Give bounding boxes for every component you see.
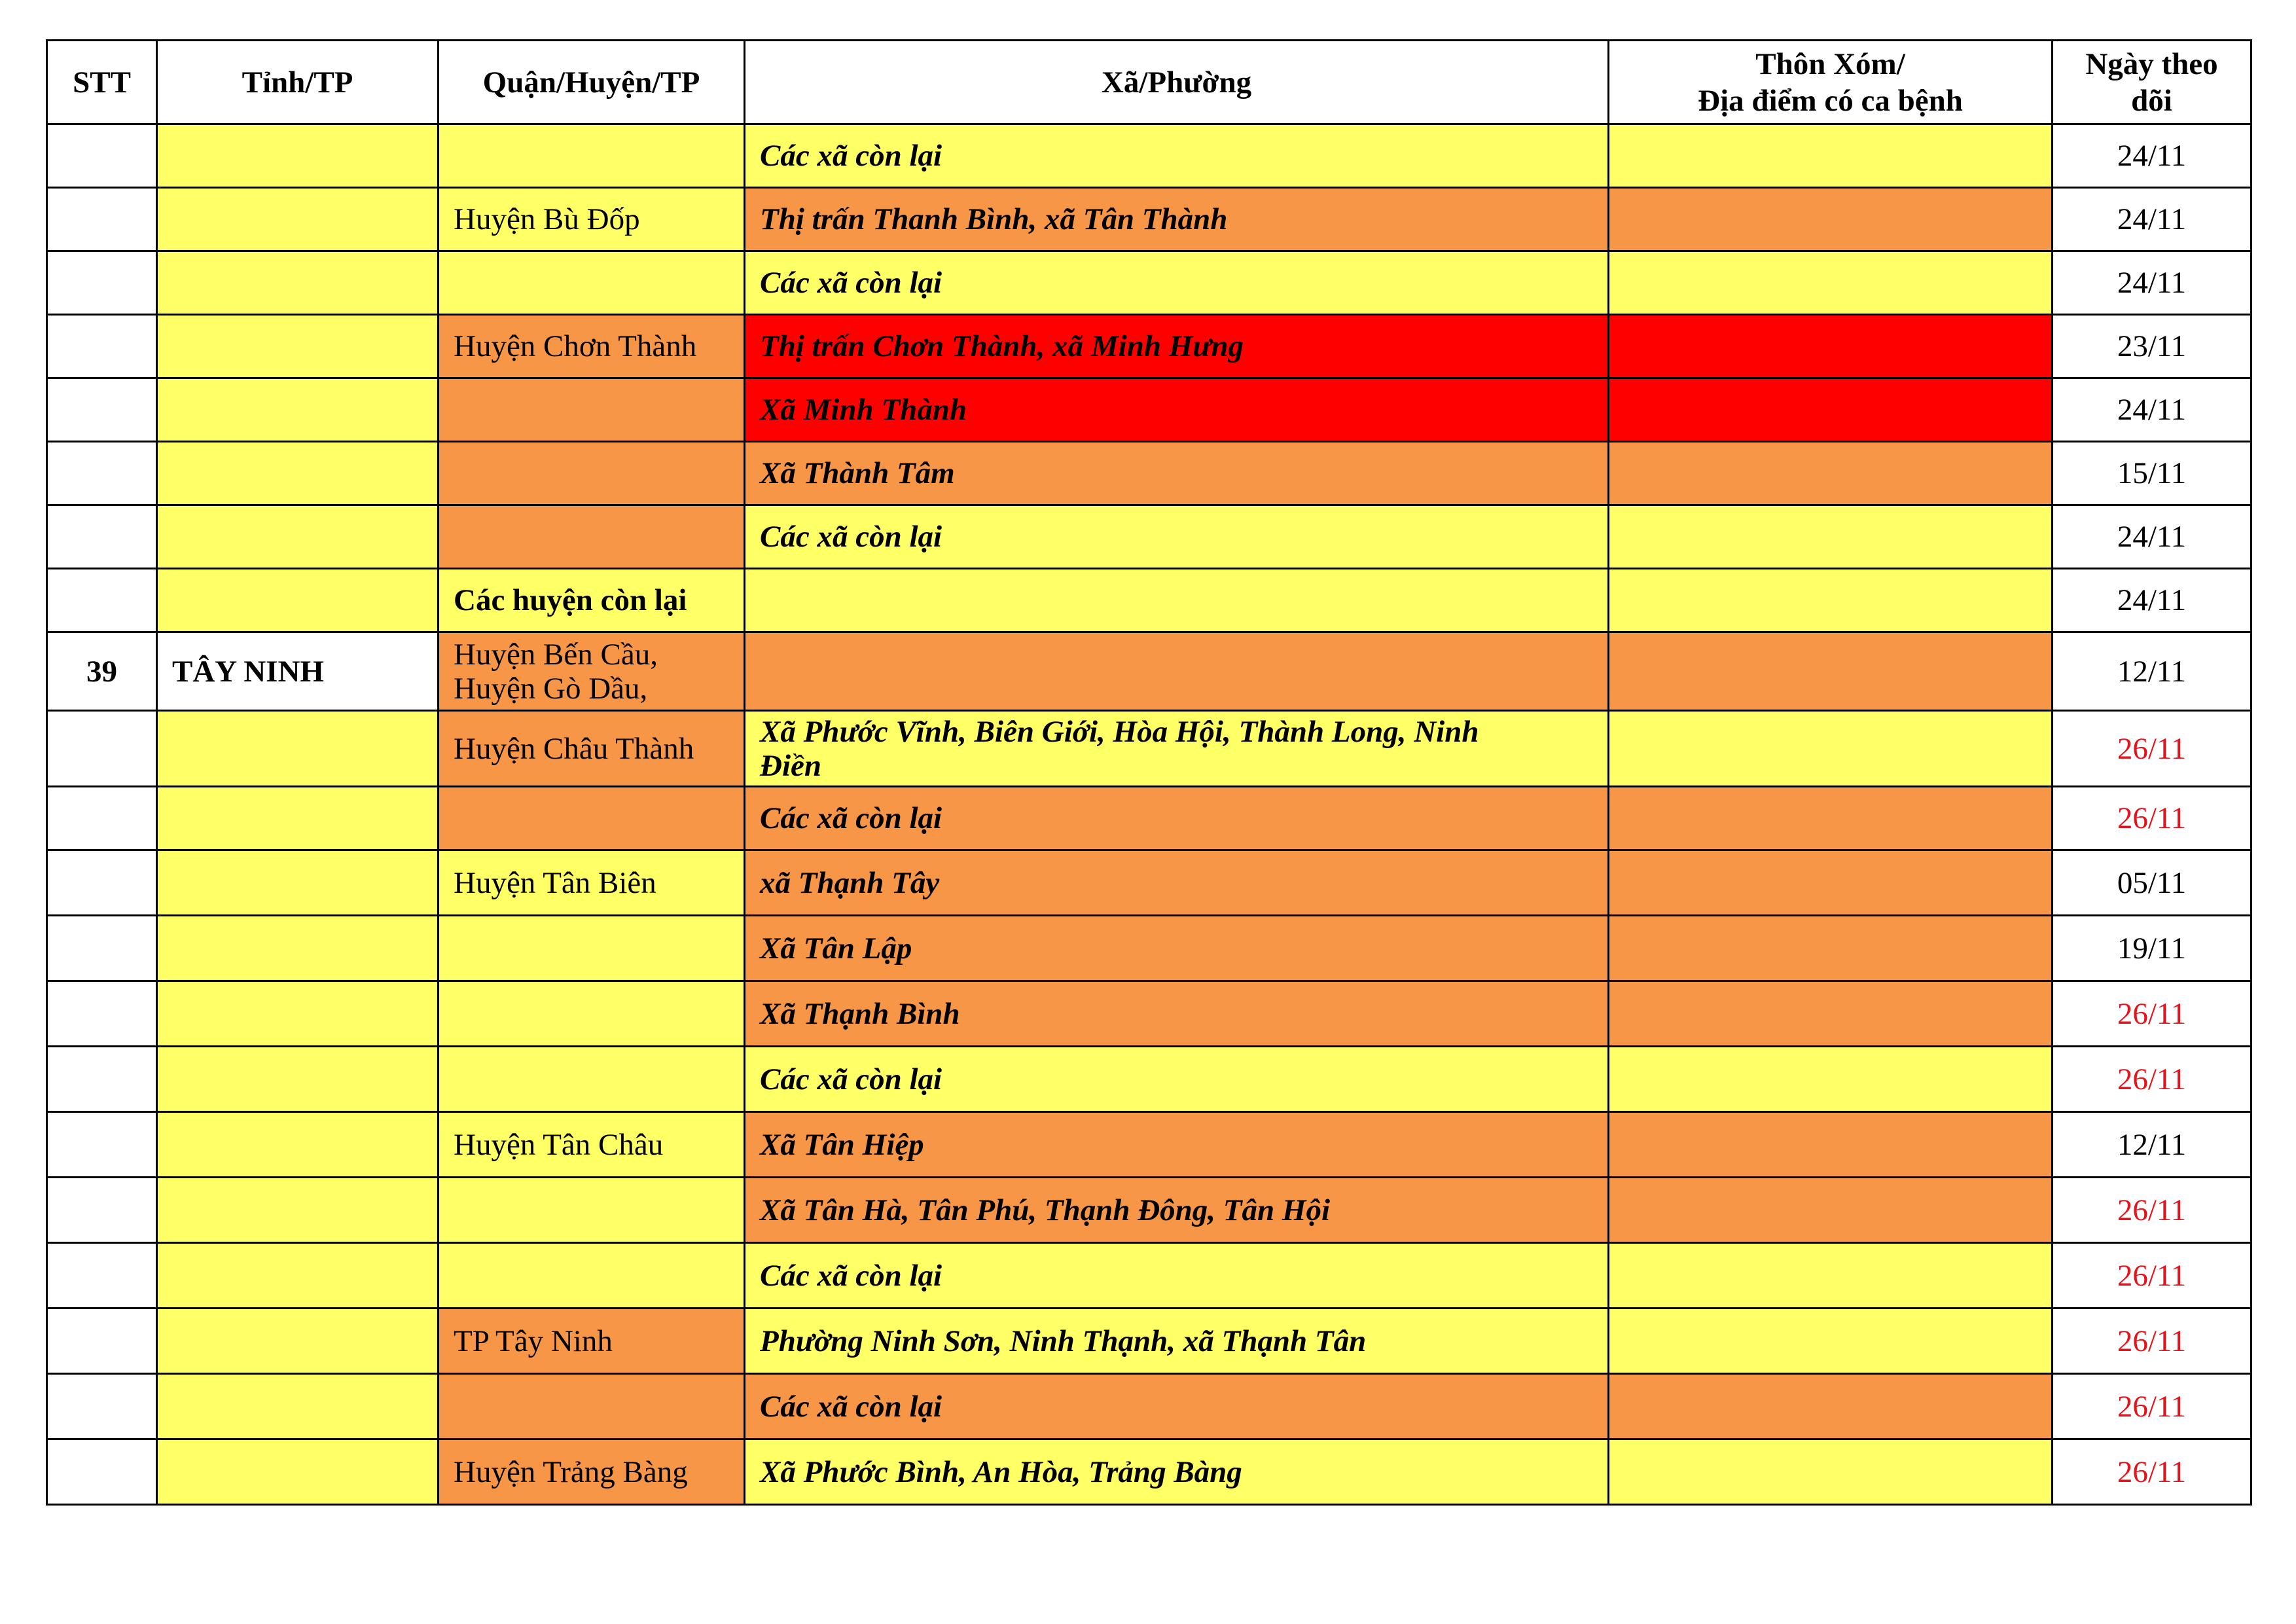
cell-date: 26/11 [2053, 1243, 2251, 1308]
cell-district [439, 916, 745, 981]
cell-hamlet [1609, 251, 2053, 315]
cell-hamlet [1609, 124, 2053, 188]
cell-commune: Phường Ninh Sơn, Ninh Thạnh, xã Thạnh Tân [745, 1308, 1609, 1374]
cell-date: 26/11 [2053, 981, 2251, 1047]
cell-date: 26/11 [2053, 787, 2251, 850]
cell-province [157, 188, 439, 251]
cell-province [157, 124, 439, 188]
cell-district: Huyện Tân Biên [439, 850, 745, 916]
cell-district: Huyện Chơn Thành [439, 315, 745, 378]
cell-stt [47, 505, 157, 569]
cell-province [157, 315, 439, 378]
cell-commune: Xã Minh Thành [745, 378, 1609, 442]
header-date [2053, 41, 2251, 124]
cell-hamlet [1609, 442, 2053, 505]
cell-province [157, 916, 439, 981]
cell-province [157, 569, 439, 632]
table-row [47, 442, 2251, 505]
cell-district [439, 442, 745, 505]
table-row [47, 251, 2251, 315]
cell-commune: Các xã còn lại [745, 787, 1609, 850]
cell-district [439, 1374, 745, 1439]
cell-date: 26/11 [2053, 1047, 2251, 1112]
cell-province [157, 1178, 439, 1243]
cell-commune [745, 711, 1609, 787]
cell-date: 15/11 [2053, 442, 2251, 505]
cell-province [157, 442, 439, 505]
cell-province [157, 1243, 439, 1308]
cell-date: 26/11 [2053, 1308, 2251, 1374]
cell-stt [47, 850, 157, 916]
cell-stt [47, 1112, 157, 1178]
cell-stt [47, 916, 157, 981]
cell-hamlet [1609, 569, 2053, 632]
cell-hamlet [1609, 711, 2053, 787]
cell-date: 26/11 [2053, 1439, 2251, 1505]
header-commune: Xã/Phường [745, 41, 1609, 124]
cell-district [439, 1243, 745, 1308]
header-district: Quận/Huyện/TP [439, 41, 745, 124]
cell-province [157, 787, 439, 850]
cell-stt [47, 315, 157, 378]
cell-hamlet [1609, 315, 2053, 378]
cell-date: 24/11 [2053, 124, 2251, 188]
header-hamlet-line1: Thôn Xóm/ [1755, 46, 1905, 81]
cell-province: TÂY NINH [157, 632, 439, 711]
cell-hamlet [1609, 1374, 2053, 1439]
cell-province [157, 850, 439, 916]
table-header-row [47, 41, 2251, 124]
cell-date: 12/11 [2053, 1112, 2251, 1178]
table-row [47, 787, 2251, 850]
cell-date: 24/11 [2053, 505, 2251, 569]
cell-stt: 39 [47, 632, 157, 711]
cell-district: Huyện Trảng Bàng [439, 1439, 745, 1505]
cell-commune: Các xã còn lại [745, 1047, 1609, 1112]
table-row [47, 1243, 2251, 1308]
cell-district [439, 1047, 745, 1112]
cell-commune: Các xã còn lại [745, 505, 1609, 569]
cell-province [157, 711, 439, 787]
table-row [47, 505, 2251, 569]
table-row [47, 378, 2251, 442]
cell-hamlet [1609, 1178, 2053, 1243]
header-hamlet-line2: Địa điểm có ca bệnh [1698, 83, 1963, 118]
cell-hamlet [1609, 1243, 2053, 1308]
table-row [47, 981, 2251, 1047]
cell-district: Các huyện còn lại [439, 569, 745, 632]
cell-stt [47, 569, 157, 632]
cell-date: 23/11 [2053, 315, 2251, 378]
cell-district [439, 505, 745, 569]
cell-commune [745, 569, 1609, 632]
table-row [47, 188, 2251, 251]
cell-commune: Xã Thành Tâm [745, 442, 1609, 505]
table-row [47, 1112, 2251, 1178]
cell-stt [47, 251, 157, 315]
table-row [47, 124, 2251, 188]
cell-date: 24/11 [2053, 569, 2251, 632]
cell-date: 05/11 [2053, 850, 2251, 916]
cell-commune: Xã Thạnh Bình [745, 981, 1609, 1047]
cell-province [157, 251, 439, 315]
cell-stt [47, 1439, 157, 1505]
cell-date: 12/11 [2053, 632, 2251, 711]
cell-province [157, 1308, 439, 1374]
header-hamlet [1609, 41, 2053, 124]
cell-district: Huyện Tân Châu [439, 1112, 745, 1178]
header-province: Tỉnh/TP [157, 41, 439, 124]
cell-commune: Các xã còn lại [745, 1243, 1609, 1308]
cell-district [439, 378, 745, 442]
cell-commune: xã Thạnh Tây [745, 850, 1609, 916]
cell-date: 24/11 [2053, 251, 2251, 315]
cell-stt [47, 711, 157, 787]
cell-province [157, 505, 439, 569]
cell-commune: Xã Phước Bình, An Hòa, Trảng Bàng [745, 1439, 1609, 1505]
cell-date: 24/11 [2053, 188, 2251, 251]
table-row [47, 315, 2251, 378]
district-line1: Huyện Bến Cầu, [454, 637, 658, 672]
table-row [47, 850, 2251, 916]
cell-commune: Thị trấn Chơn Thành, xã Minh Hưng [745, 315, 1609, 378]
cell-commune: Thị trấn Thanh Bình, xã Tân Thành [745, 188, 1609, 251]
cell-commune: Xã Tân Lập [745, 916, 1609, 981]
header-date-line2: dõi [2131, 83, 2172, 118]
table-row [47, 1439, 2251, 1505]
cell-province [157, 981, 439, 1047]
cell-stt [47, 981, 157, 1047]
cell-district: Huyện Châu Thành [439, 711, 745, 787]
cell-commune: Các xã còn lại [745, 124, 1609, 188]
cell-district: Huyện Bù Đốp [439, 188, 745, 251]
cell-stt [47, 378, 157, 442]
cell-commune: Xã Tân Hà, Tân Phú, Thạnh Đông, Tân Hội [745, 1178, 1609, 1243]
cell-date: 26/11 [2053, 1374, 2251, 1439]
table-row [47, 916, 2251, 981]
risk-level-table [46, 39, 2252, 1506]
cell-hamlet [1609, 1047, 2053, 1112]
table-row [47, 711, 2251, 787]
district-line2: Huyện Gò Dầu, [454, 671, 648, 706]
cell-district: TP Tây Ninh [439, 1308, 745, 1374]
cell-district [439, 632, 745, 711]
cell-commune: Các xã còn lại [745, 251, 1609, 315]
cell-province [157, 1374, 439, 1439]
header-stt: STT [47, 41, 157, 124]
cell-hamlet [1609, 505, 2053, 569]
cell-stt [47, 1374, 157, 1439]
cell-province [157, 1047, 439, 1112]
cell-province [157, 1439, 439, 1505]
cell-district [439, 1178, 745, 1243]
cell-district [439, 251, 745, 315]
cell-date: 26/11 [2053, 1178, 2251, 1243]
table-row [47, 1308, 2251, 1374]
cell-date: 26/11 [2053, 711, 2251, 787]
cell-hamlet [1609, 1112, 2053, 1178]
cell-date: 24/11 [2053, 378, 2251, 442]
commune-line2: Điền [760, 748, 821, 783]
cell-stt [47, 1243, 157, 1308]
cell-commune: Xã Tân Hiệp [745, 1112, 1609, 1178]
cell-hamlet [1609, 188, 2053, 251]
cell-hamlet [1609, 1308, 2053, 1374]
cell-stt [47, 124, 157, 188]
cell-district [439, 124, 745, 188]
table-row [47, 1374, 2251, 1439]
cell-hamlet [1609, 916, 2053, 981]
cell-province [157, 1112, 439, 1178]
table-row [47, 1178, 2251, 1243]
header-date-line1: Ngày theo [2085, 46, 2218, 81]
cell-stt [47, 787, 157, 850]
cell-stt [47, 1308, 157, 1374]
cell-hamlet [1609, 632, 2053, 711]
cell-commune [745, 632, 1609, 711]
cell-commune: Các xã còn lại [745, 1374, 1609, 1439]
cell-stt [47, 442, 157, 505]
cell-district [439, 981, 745, 1047]
cell-hamlet [1609, 981, 2053, 1047]
cell-province [157, 378, 439, 442]
cell-hamlet [1609, 1439, 2053, 1505]
cell-hamlet [1609, 850, 2053, 916]
cell-stt [47, 188, 157, 251]
cell-stt [47, 1047, 157, 1112]
table-row [47, 569, 2251, 632]
commune-line1: Xã Phước Vĩnh, Biên Giới, Hòa Hội, Thành Long, Ninh [760, 714, 1479, 749]
cell-stt [47, 1178, 157, 1243]
cell-district [439, 787, 745, 850]
cell-date: 19/11 [2053, 916, 2251, 981]
table-row [47, 632, 2251, 711]
cell-hamlet [1609, 787, 2053, 850]
cell-hamlet [1609, 378, 2053, 442]
table-row [47, 1047, 2251, 1112]
